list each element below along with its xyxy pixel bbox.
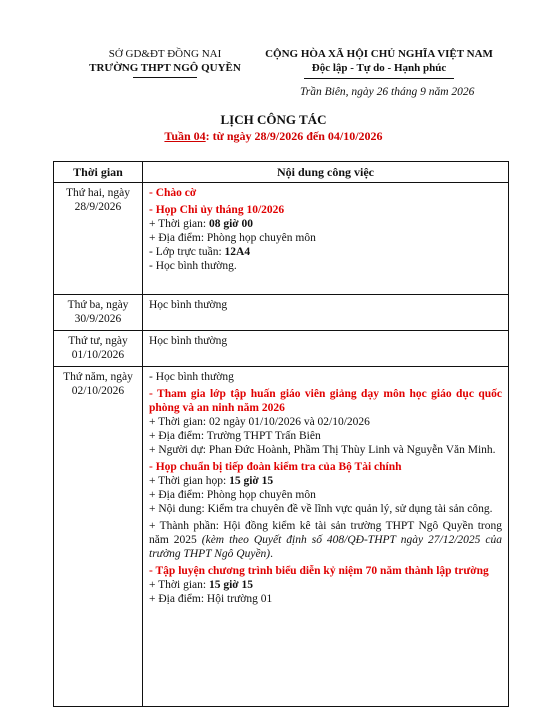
event-title: - Họp Chi ủy tháng 10/2026 — [149, 204, 285, 216]
event-location: + Địa điểm: Hội trường 01 — [149, 593, 273, 605]
motto: Độc lập - Tự do - Hạnh phúc — [311, 62, 447, 74]
event-location: + Địa điểm: Phòng họp chuyên môn — [149, 489, 316, 501]
event-members: + Thành phần: Hội đồng kiểm kê tài sản trường THPT Ngô Quyền trong năm 2025 (kèm theo Quyết định số 408/QĐ-THPT ngày 27/12/2025 của trường THPT Ngô Quyền). — [149, 520, 502, 560]
table-row — [54, 367, 509, 707]
school-name: TRƯỜNG THPT NGÔ QUYỀN — [89, 62, 241, 74]
content-cell: Học bình thường — [143, 331, 509, 367]
flag-ceremony: - Chào cờ — [149, 187, 197, 199]
table-row — [54, 331, 509, 367]
table-header-row — [54, 162, 509, 183]
col-header-content: Nội dung công việc — [143, 162, 509, 183]
day-cell: Thứ tư, ngày 01/10/2026 — [54, 331, 143, 367]
event-title: - Tham gia lớp tập huấn giáo viên giảng dạy môn học giáo dục quốc phòng và an ninh năm 2026 — [149, 388, 502, 414]
event-time: + Thời gian: 15 giờ 15 — [149, 579, 254, 591]
content-cell — [143, 183, 509, 295]
event-content: + Nội dung: Kiểm tra chuyên đề về lĩnh vực quản lý, sử dụng tài sản công. — [149, 503, 493, 515]
event-time: + Thời gian họp: 15 giờ 15 — [149, 475, 274, 487]
col-header-time: Thời gian — [54, 162, 143, 183]
day-cell: Thứ năm, ngày 02/10/2026 — [54, 367, 143, 707]
event-location: + Địa điểm: Trường THPT Trấn Biên — [149, 430, 321, 442]
header-left — [75, 47, 255, 78]
day-cell: Thứ hai, ngày 28/9/2026 — [54, 183, 143, 295]
document-date: Trần Biên, ngày 26 tháng 9 năm 2026 — [300, 86, 475, 98]
study-note: - Học bình thường. — [149, 260, 237, 272]
event-time: + Thời gian: 02 ngày 01/10/2026 và 02/10/2026 — [149, 416, 370, 428]
table-row — [54, 183, 509, 295]
content-cell — [143, 367, 509, 707]
schedule-table — [53, 161, 509, 707]
page-title: LỊCH CÔNG TÁC — [220, 112, 327, 127]
table-row — [54, 295, 509, 331]
header-right — [248, 47, 510, 79]
day-cell: Thứ ba, ngày 30/9/2026 — [54, 295, 143, 331]
event-title: - Họp chuẩn bị tiếp đoàn kiểm tra của Bộ Tài chính — [149, 461, 402, 473]
header-right-divider — [304, 78, 454, 79]
event-title: - Tập luyện chương trình biểu diễn kỷ niệm 70 năm thành lập trường — [149, 565, 489, 577]
study-note: - Học bình thường — [149, 371, 234, 383]
page-subtitle — [0, 129, 547, 144]
week-label: Tuần 04 — [164, 129, 206, 143]
header-left-divider — [133, 77, 197, 78]
week-range: : từ ngày 28/9/2026 đến 04/10/2026 — [205, 129, 383, 143]
event-attendees: + Người dự: Phan Đức Hoành, Phầm Thị Thùy Linh và Nguyễn Văn Minh. — [149, 444, 496, 456]
event-time: + Thời gian: 08 giờ 00 — [149, 218, 254, 230]
country-name: CỘNG HÒA XÃ HỘI CHỦ NGHĨA VIỆT NAM — [265, 48, 493, 60]
content-cell: Học bình thường — [143, 295, 509, 331]
event-location: + Địa điểm: Phòng họp chuyên môn — [149, 232, 316, 244]
duty-class: - Lớp trực tuần: 12A4 — [149, 246, 251, 258]
department-name: SỞ GD&ĐT ĐỒNG NAI — [108, 48, 222, 60]
